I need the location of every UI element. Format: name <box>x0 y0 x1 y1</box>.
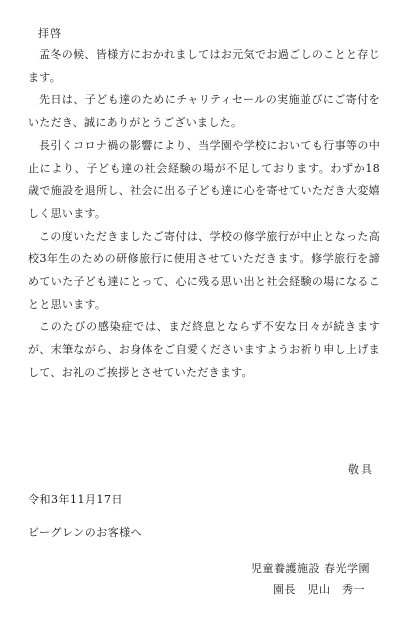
paragraph-thanks: 先日は、子ども達のためにチャリティセールの実施並びにご寄付をいただき、誠にありがとうございました。 <box>28 93 380 130</box>
sender-organization: 児童養護施設 春光学園 <box>251 562 370 575</box>
letter-date: 令和3年11月17日 <box>28 493 123 506</box>
paragraph-donation-use: この度いただきましたご寄付は、学校の修学旅行が中止となった高校3年生のための研修旅行に使用させていただきます。修学旅行を諦めていた子ども達にとって、心に残る思い出と社会経験の場になることと思います。 <box>28 229 380 311</box>
sender-name: 園長 児山 秀一 <box>273 583 365 596</box>
closing-word: 敬具 <box>348 463 374 476</box>
sender-block <box>251 558 370 600</box>
paragraph-closing-remarks: このたびの感染症では、まだ終息とならず不安な日々が続きますが、末筆ながら、お身体をご自愛くださいますようお祈り申し上げまして、お礼のご挨拶とさせていただきます。 <box>28 320 380 379</box>
recipient-line: ビーグレンのお客様へ <box>28 526 143 539</box>
paragraph-situation: 長引くコロナ禍の影響により、当学園や学校においても行事等の中止により、子ども達の社会経験の場が不足しております。わずか18歳で施設を退所し、社会に出る子ども達に心を寄せていただき大変嬉しく思います。 <box>28 138 380 220</box>
paragraph-greeting: 孟冬の候、皆様方におかれましてはお元気でお過ごしのことと存じます。 <box>28 48 380 84</box>
salutation: 拝啓 <box>38 27 62 40</box>
letter-body <box>28 44 380 385</box>
